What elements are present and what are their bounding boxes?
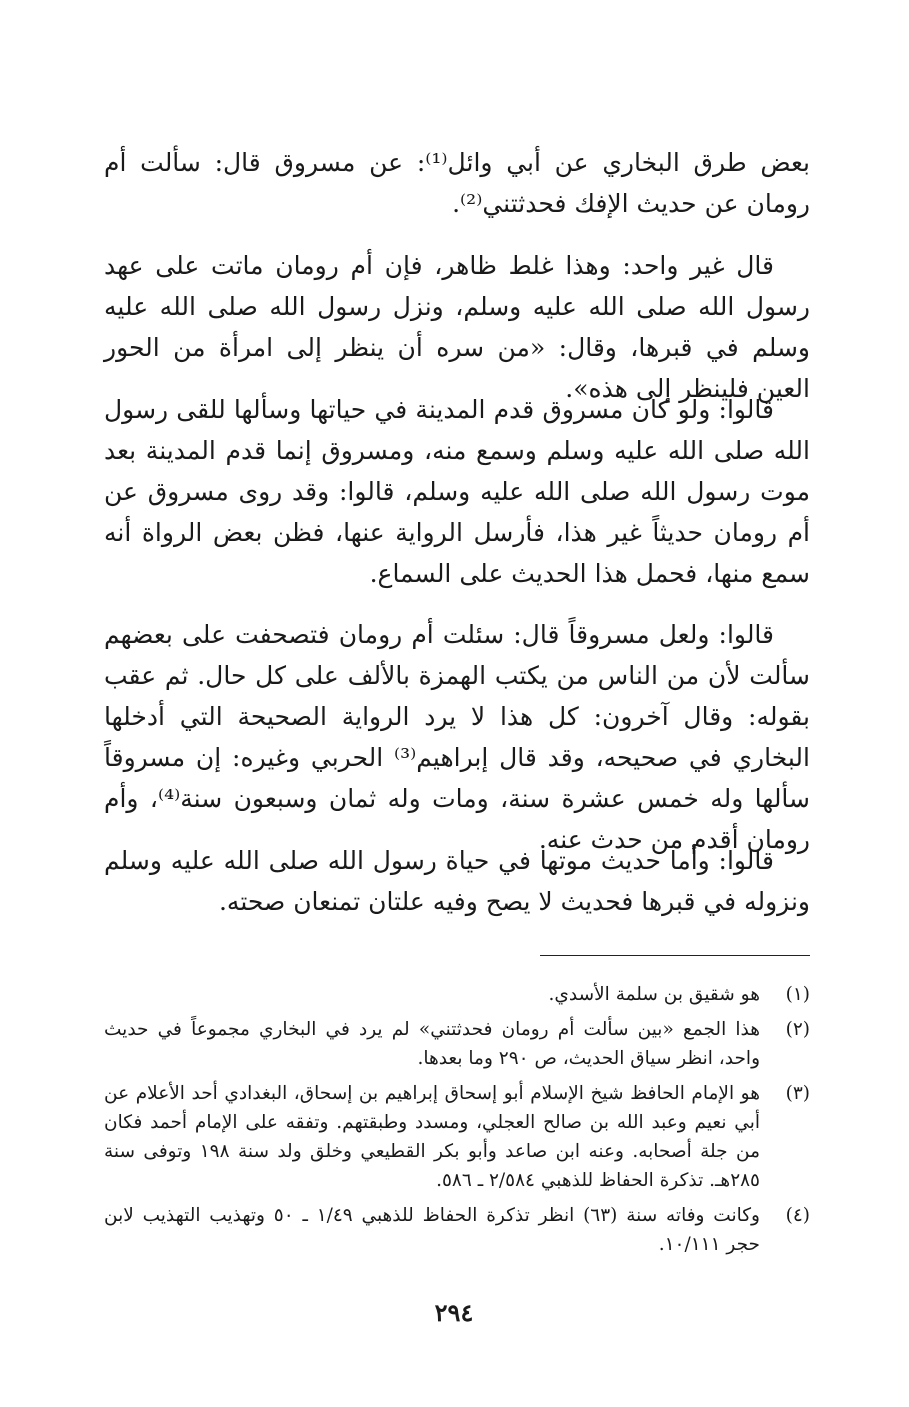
footnote-number: (٤) (785, 1205, 810, 1226)
footnote-text: وكانت وفاته سنة (٦٣) انظر تذكرة الحفاظ للذهبي ١/٤٩ ـ ٥٠ وتهذيب التهذيب لابن حجر ١٠/١١١. (104, 1205, 760, 1255)
footnote-text: هو شقيق بن سلمة الأسدي. (548, 984, 760, 1005)
footnote-number: (١) (785, 984, 810, 1005)
main-text-block (104, 389, 810, 594)
footnotes-section (104, 980, 810, 1265)
footnote-text: هذا الجمع «بين سألت أم رومان فحدثتني» لم يرد في البخاري مجموعاً في حديث واحد، انظر سياق الحديث، ص ٢٩٠ وما بعدها. (104, 1019, 760, 1069)
footnote-1 (104, 980, 810, 1009)
main-text-block (104, 142, 810, 224)
paragraph-5: قالوا: وأما حديث موتها في حياة رسول الله صلى الله عليه وسلم ونزوله في قبرها فحديث لا يصح وفيه علتان تمنعان صحته. (104, 846, 810, 916)
main-text-block (104, 840, 810, 922)
paragraph-1: بعض طرق البخاري عن أبي وائل⁽¹⁾: عن مسروق قال: سألت أم رومان عن حديث الإفك فحدثتني⁽²⁾. (104, 148, 810, 218)
footnote-number: (٢) (785, 1019, 810, 1040)
footnote-text: هو الإمام الحافظ شيخ الإسلام أبو إسحاق إبراهيم بن إسحاق، البغدادي أحد الأعلام عن أبي نعيم وعبد الله بن صالح العجلي، ومسدد وطبقتهم. وتفقه على الإمام أحمد فكان من جلة أصحابه. وعنه ابن صاعد وأبو بكر القطيعي وخلق ولد سنة ١٩٨ وتوفى سنة ٢٨٥هـ. تذكرة الحفاظ للذهبي ٢/٥٨٤ ـ ٥٨٦. (104, 1083, 760, 1191)
paragraph-3: قالوا: ولو كان مسروق قدم المدينة في حياتها وسألها للقى رسول الله صلى الله عليه وسلم وسمع منه، ومسروق إنما قدم المدينة بعد موت رسول الله صلى الله عليه وسلم، قالوا: وقد روى مسروق عن أم رومان حديثاً غير هذا، فأرسل الرواية عنها، فظن بعض الرواة أنه سمع منها، فحمل هذا الحديث على السماع. (104, 395, 810, 588)
footnote-divider (540, 955, 810, 956)
paragraph-4: قالوا: ولعل مسروقاً قال: سئلت أم رومان فتصحفت على بعضهم سألت لأن من الناس من يكتب الهمزة بالألف على كل حال. ثم عقب بقوله: وقال آخرون: كل هذا لا يرد الرواية الصحيحة التي أدخلها البخاري في صحيحه، وقد قال إبراهيم⁽³⁾ الحربي وغيره: إن مسروقاً سألها وله خمس عشرة سنة، ومات وله ثمان وسبعون سنة⁽⁴⁾، وأم رومان أقدم من حدث عنه. (104, 620, 810, 854)
footnote-3 (104, 1079, 810, 1195)
main-text-block (104, 614, 810, 860)
footnote-number: (٣) (785, 1083, 810, 1104)
page-number: ٢٩٤ (434, 1298, 474, 1327)
main-text-block (104, 245, 810, 409)
paragraph-2: قال غير واحد: وهذا غلط ظاهر، فإن أم رومان ماتت على عهد رسول الله صلى الله عليه وسلم، ونزل رسول الله صلى الله عليه وسلم في قبرها، وقال: «من سره أن ينظر إلى امرأة من الحور العين فلينظر إلى هذه». (104, 251, 810, 403)
footnote-4 (104, 1201, 810, 1259)
footnote-2 (104, 1015, 810, 1073)
